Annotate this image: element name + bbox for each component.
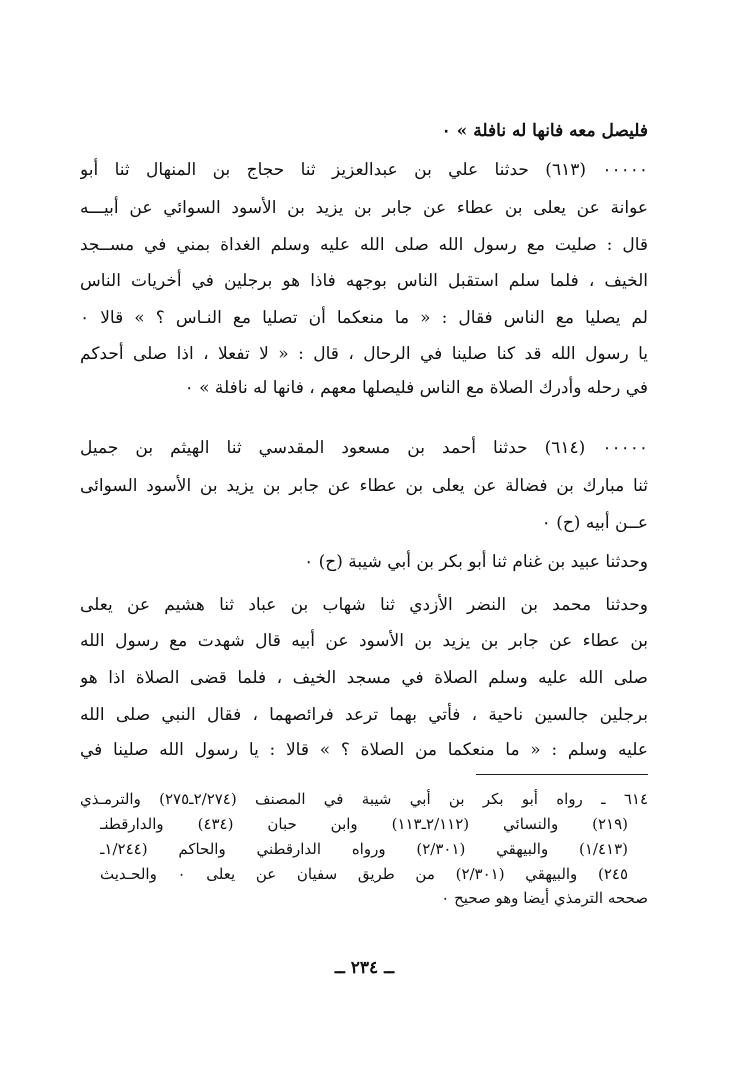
text-line: ثنا مبارك بن فضالة عن يعلى بن عطاء عن جابر بن يزيد بن الأسود السوائى [80, 476, 648, 496]
text-line: صلى الله عليه وسلم الصلاة في مسجد الخيف ، فلما قضى الصلاة اذا هو [80, 668, 648, 688]
footnote-line: (١/٤١٣) والبيهقي (٢/٣٠١) ورواه الدارقطني والحاكم (١/٢٤٤ـ [100, 840, 628, 858]
text-line: ٠٠٠٠٠ (٦١٤) حدثنا أحمد بن مسعود المقدسي ثنا الهيثم بن جميل [80, 438, 648, 458]
text-line: عليه وسلم : « ما منعكما من الصلاة ؟ » قالا : يا رسول الله صلينا في [80, 740, 648, 760]
text-line: يا رسول الله قد كنا صلينا في الرحال ، قال : « لا تفعلا ، اذا صلى أحدكم [80, 344, 648, 364]
text-line: برجلين جالسين ناحية ، فأتي بهما ترعد فرائصهما ، فقال النبي صلى الله [80, 705, 648, 725]
page-number: ــ ٢٣٤ ــ [334, 958, 395, 978]
footnote-line: صححه الترمذي أيضا وهو صحيح ٠ [441, 889, 648, 907]
text-line: وحدثنا عبيد بن غنام ثنا أبو بكر بن أبي شيبة (ح) ٠ [304, 552, 648, 572]
text-line: عــن أبيه (ح) ٠ [541, 513, 648, 533]
footnote-line: ٢٤٥) والبيهقي (٢/٣٠١) من طريق سفيان عن يعلى ٠ والحـديث [100, 865, 628, 883]
text-line: قال : صليت مع رسول الله صلى الله عليه وسلم الغداة بمني في مســجد [80, 235, 648, 255]
footnote-line: (٢١٩) والنسائي (٢/١١٢ـ١١٣) وابن حبان (٤٣٤) والدارقطنـ [100, 815, 628, 833]
text-line: عوانة عن يعلى بن عطاء عن جابر بن يزيد بن الأسود السوائي عن أبيـــه [80, 198, 648, 218]
text-line: فليصل معه فانها له نافلة » ٠ [441, 121, 648, 141]
text-line: وحدثنا محمد بن النضر الأزدي ثنا شهاب بن عباد ثنا هشيم عن يعلى [80, 595, 648, 615]
text-line: ٠٠٠٠٠ (٦١٣) حدثنا علي بن عبدالعزيز ثنا حجاج بن المنهال ثنا أبو [80, 160, 648, 180]
text-line: بن عطاء عن جابر بن يزيد بن الأسود عن أبيه قال شهدت مع رسول الله [80, 631, 648, 651]
footnote-line: ٦١٤ ـ رواه أبو بكر بن أبي شيبة في المصنف (٢/٢٧٤ـ٢٧٥) والترمـذي [80, 790, 648, 808]
text-line: لم يصليا مع الناس فقال : « ما منعكما أن تصليا مع النـاس ؟ » قالا ٠ [80, 308, 648, 328]
text-line: في رحله وأدرك الصلاة مع الناس فليصلها معهم ، فانها له نافلة » ٠ [184, 378, 648, 398]
text-line: الخيف ، فلما سلم استقبل الناس بوجهه فاذا هو برجلين في أخريات الناس [80, 271, 648, 291]
footnote-separator [476, 774, 648, 775]
